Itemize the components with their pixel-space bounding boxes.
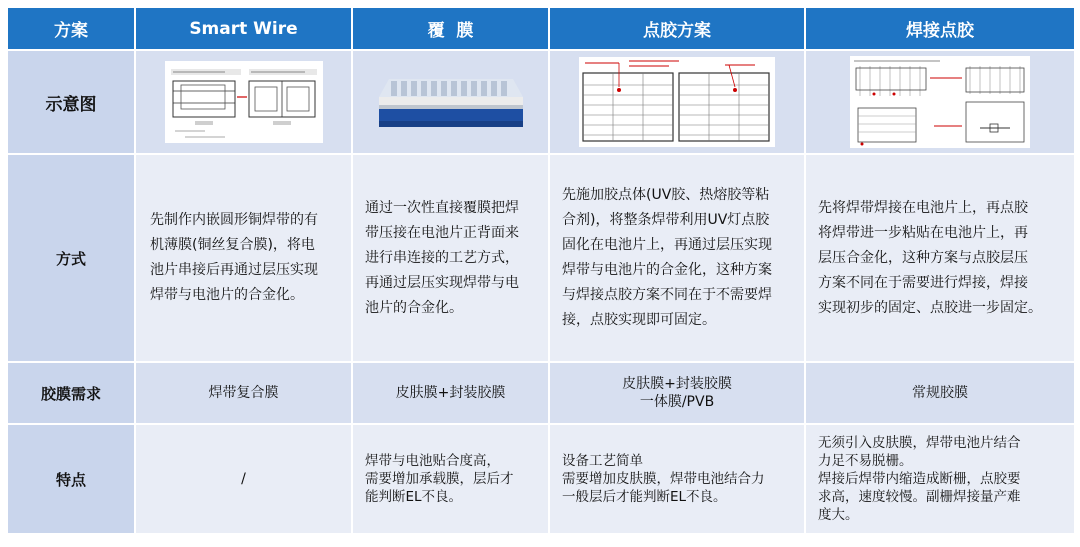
text-line: 合剂)，将整条焊带利用UV灯点胶	[562, 212, 770, 228]
text-line: 度大。	[818, 507, 859, 523]
diagram-row	[7, 50, 1075, 154]
header-film: 覆 膜	[352, 7, 549, 50]
header-weld-dispense: 焊接点胶	[805, 7, 1075, 50]
diagram-row-label: 示意图	[7, 50, 135, 154]
text-line: 焊带与电池片的合金化，这种方案	[562, 262, 772, 278]
text-line: 设备工艺简单	[562, 453, 643, 469]
text-line: 将焊带进一步粘贴在电池片上，再	[818, 224, 1028, 241]
dispense-feature-cell	[549, 424, 805, 534]
smart-wire-mode-text	[136, 208, 351, 308]
text-line: 焊接后焊带内缩造成断栅，点胶要	[818, 471, 1021, 487]
weld-dispense-feature-cell	[805, 424, 1075, 534]
weld-dispense-mode-cell	[805, 154, 1075, 362]
text-line: 能判断EL不良。	[365, 489, 463, 505]
weld-dispense-diagram-cell	[805, 50, 1075, 154]
text-line: 需要增加皮肤膜，焊带电池结合力	[562, 471, 765, 487]
dispense-mode-cell	[549, 154, 805, 362]
text-line: 先制作内嵌圆形铜焊带的有	[150, 212, 318, 228]
text-line: 带压接在电池片正背面来	[365, 224, 519, 241]
dispense-diagram	[579, 57, 775, 147]
text-line: 焊带与电池片的合金化。	[150, 287, 304, 303]
header-dispense: 点胶方案	[549, 7, 805, 50]
weld-dispense-feature-text	[806, 434, 1074, 524]
text-line: 焊带与电池贴合度高，	[365, 453, 500, 469]
film-need-row-label: 胶膜需求	[7, 362, 135, 424]
dispense-feature-text	[550, 452, 804, 506]
feature-row	[7, 424, 1075, 534]
film-mode-cell	[352, 154, 549, 362]
text-line: 层压合金化，这种方案与点胶层压	[818, 249, 1028, 266]
film-feature-cell	[352, 424, 549, 534]
text-line: 固化在电池片上，再通过层压实现	[562, 237, 772, 253]
text-line: 与焊接点胶方案不同在于不需要焊	[562, 287, 772, 303]
text-line: 机薄膜(铜丝复合膜)，将电	[150, 237, 315, 253]
text-line: 池片串接后再通过层压实现	[150, 262, 318, 278]
feature-row-label: 特点	[7, 424, 135, 534]
text-line: 需要增加承载膜，层后才	[365, 471, 514, 487]
smart-wire-film-need: 焊带复合膜	[135, 362, 352, 424]
weld-dispense-diagram	[850, 56, 1030, 148]
text-line: 通过一次性直接覆膜把焊	[365, 199, 519, 216]
text-line: 再通过层压实现焊带与电	[365, 274, 519, 291]
smart-wire-diagram	[165, 61, 323, 143]
film-diagram	[375, 69, 527, 135]
film-diagram-cell	[352, 50, 549, 154]
text-line: 一体膜/PVB	[639, 394, 715, 410]
smart-wire-feature: /	[135, 424, 352, 534]
text-line: 进行串连接的工艺方式，	[365, 249, 519, 266]
mode-row-label: 方式	[7, 154, 135, 362]
film-feature-text	[353, 452, 548, 506]
weld-dispense-mode-text	[806, 196, 1074, 321]
text-line: 皮肤膜+封装胶膜	[622, 376, 732, 392]
dispense-film-need	[549, 362, 805, 424]
text-line: 求高，速度较慢。副栅焊接量产难	[818, 489, 1021, 505]
dispense-diagram-cell	[549, 50, 805, 154]
text-line: 无须引入皮肤膜，焊带电池片结合	[818, 435, 1021, 451]
text-line: 先将焊带焊接在电池片上，再点胶	[818, 199, 1028, 216]
text-line: 方案不同在于需要进行焊接，焊接	[818, 274, 1028, 291]
film-mode-text	[353, 196, 548, 321]
header-smart-wire: Smart Wire	[135, 7, 352, 50]
film-need-row	[7, 362, 1075, 424]
text-line: 力足不易脱栅。	[818, 453, 913, 469]
dispense-mode-text	[550, 183, 804, 333]
comparison-table	[6, 6, 1076, 535]
header-row	[7, 7, 1075, 50]
text-line: 接，点胶实现即可固定。	[562, 312, 716, 328]
text-line: 一般层后才能判断EL不良。	[562, 489, 727, 505]
text-line: 先施加胶点体(UV胶、热熔胶等粘	[562, 187, 770, 203]
weld-dispense-film-need: 常规胶膜	[805, 362, 1075, 424]
film-film-need: 皮肤膜+封装胶膜	[352, 362, 549, 424]
text-line: 池片的合金化。	[365, 299, 463, 316]
text-line: 实现初步的固定、点胶进一步固定。	[818, 299, 1042, 316]
header-scheme: 方案	[7, 7, 135, 50]
mode-row	[7, 154, 1075, 362]
smart-wire-mode-cell	[135, 154, 352, 362]
smart-wire-diagram-cell	[135, 50, 352, 154]
